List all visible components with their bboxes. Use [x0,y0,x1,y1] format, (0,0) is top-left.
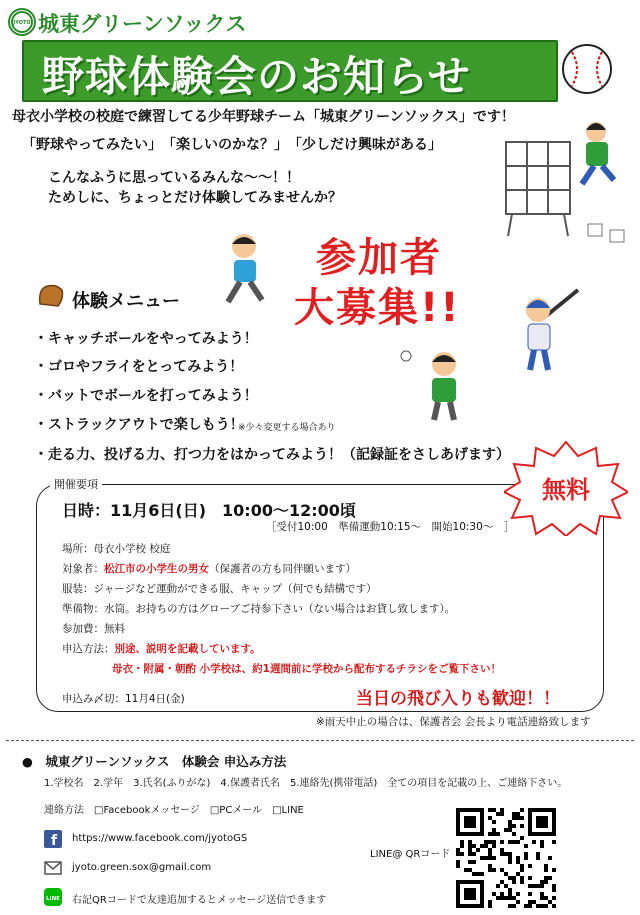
intro-line-1: 母衣小学校の校庭で練習してる少年野球チーム「城東グリーンソックス」です！ [12,109,515,125]
menu-item: ・走る力、投げる力、打つ力をはかってみよう！（記録証をさしあげます） [34,447,510,463]
recruit-heading-line-2: 大募集!! [294,285,461,331]
event-target: 対象者：松江市の小学生の男女（保護者の方も同伴願います） [62,563,356,575]
catching-boy-illustration [398,346,482,422]
walkin-welcome: 当日の飛び入りも歓迎！！ [356,689,560,709]
line-note: 右記QRコードで友達追加するとメッセージ送信できます [72,895,327,906]
application-items: 1.学校名 2.学年 3.氏名(ふりがな) 4.保護者氏名 5.連絡先(携帯電話) 全ての項目を記載の上、ご連絡下さい。 [44,778,568,789]
email-link[interactable]: jyoto.green.sox@gmail.com [72,862,212,873]
facebook-icon [44,830,62,848]
svg-text:JYOTO: JYOTO [13,20,31,26]
baseball-icon [560,42,614,96]
contact-methods: 連絡方法 □Facebookメッセージ □PCメール □LINE [44,805,304,816]
svg-text:無料: 無料 [542,476,590,504]
facebook-link[interactable]: https://www.facebook.com/jyotoGS [72,833,248,844]
event-details-label: 開催要項 [50,476,102,492]
event-place: 場所：母衣小学校 校庭 [62,543,171,555]
menu-item: ・バットでボールを打ってみよう！ [34,388,258,404]
qr-code[interactable] [456,808,556,908]
application-heading: ● 城東グリーンソックス 体験会 申込み方法 [22,754,287,769]
event-fee: 参加費：無料 [62,623,125,635]
menu-item: ・ストラックアウトで楽しもう！ [34,417,244,433]
svg-text:LINE: LINE [46,896,60,902]
menu-note: ※少々変更する場合あり [238,423,336,433]
recruit-heading-line-1: 参加者 [316,235,442,281]
event-deadline: 申込み〆切：11月4日(金) [62,693,185,705]
strikeout-pitcher-illustration [498,108,638,248]
intro-line-2: 「野球やってみたい」 「楽しいのかな？」 「少しだけ興味がある」 [22,137,442,153]
qr-label: LINE@ QRコード [370,849,451,860]
intro-line-4: ためしに、ちょっとだけ体験してみませんか？ [48,190,342,206]
event-apply: 申込方法：別途、説明を記載しています。 [62,643,261,655]
glove-icon [36,282,66,310]
free-badge [504,440,628,536]
team-logo-icon [8,8,36,36]
rain-note: ※雨天中止の場合は、保護者会 会長より電話連絡致します [316,716,591,728]
event-date: 日時：11月6日(日) 10:00～12:00頃 [62,501,356,520]
flyer-note: 母衣・附属・朝酌 小学校は、約1週間前に学校から配布するチラシをご覧下さい！ [112,663,501,675]
mail-icon [44,859,62,877]
intro-line-3: こんなふうに思っているみんな～～！！ [48,170,300,186]
page-title: 野球体験会のお知らせ [42,52,471,101]
event-clothing: 服装：ジャージなど運動ができる服、キャップ（何でも結構です） [62,583,377,595]
batter-illustration [516,286,586,372]
menu-item: ・ゴロやフライをとってみよう！ [34,359,244,375]
event-items: 準備物：水筒。お持ちの方はグローブご持参下さい（ない場合はお貸し致します）。 [62,603,456,615]
menu-item: ・キャッチボールをやってみよう！ [34,331,258,347]
team-name: 城東グリーンソックス [38,12,247,36]
running-boy-illustration [212,232,276,310]
event-schedule: ［受付10:00 準備運動10:15～ 開始10:30～ ］ [266,521,515,533]
menu-heading: 体験メニュー [72,291,180,312]
svg-text:f: f [50,833,58,848]
line-icon [44,888,62,906]
divider [6,740,634,741]
